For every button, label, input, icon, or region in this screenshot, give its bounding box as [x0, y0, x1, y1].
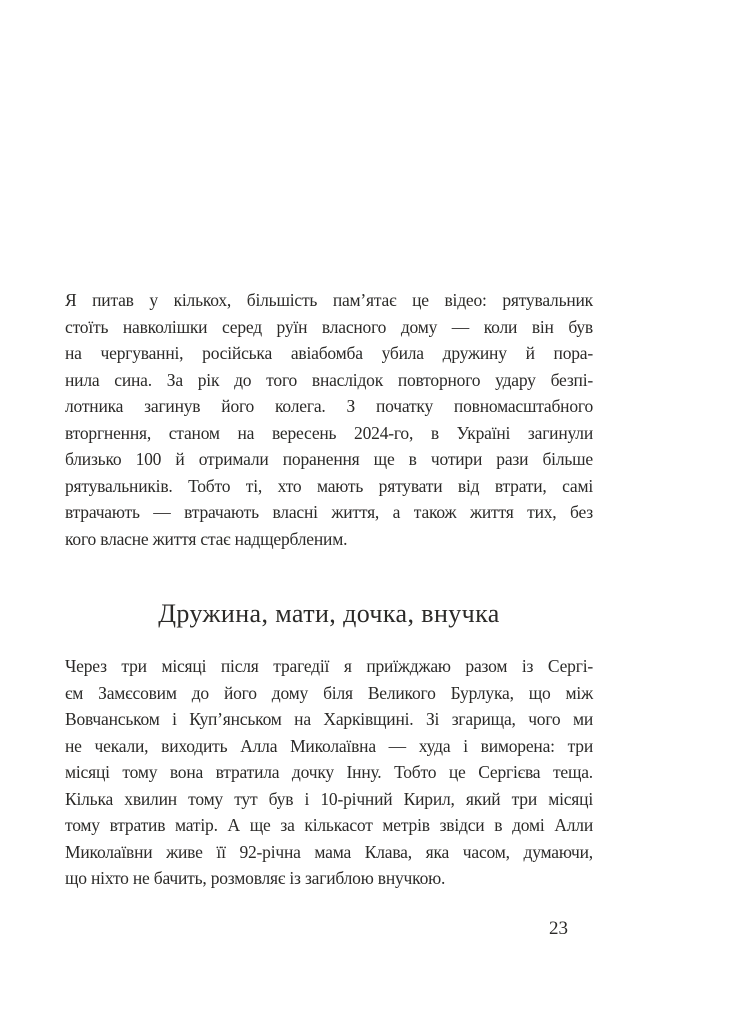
text-line: близько 100 й отримали поранення ще в чотири рази більше	[65, 449, 593, 469]
text-line: стоїть навколішки серед руїн власного дому — коли він був	[65, 316, 593, 337]
text-line: Я питав у кількох, більшість пам’ятає це відео: рятувальник	[65, 290, 593, 310]
text-line: тому втратив матір. А ще за кількасот метрів звідси в домі Алли	[65, 815, 593, 835]
text-line: лотника загинув його колега. З початку повномасштабного	[65, 396, 593, 416]
text-line: Миколаївни живе її 92-річна мама Клава, яка часом, думаючи,	[65, 841, 593, 862]
text-line: нила сина. За рік до того внаслідок повторного удару безпі-	[65, 369, 593, 390]
text-line: втрачають — втрачають власні життя, а також життя тих, без	[65, 502, 593, 522]
text-line: не чекали, виходить Алла Миколаївна — худа і виморена: три	[65, 735, 593, 756]
text-line: Вовчанськом і Куп’янськом на Харківщині. Зі згарища, чого ми	[65, 709, 593, 729]
text-line: місяці тому вона втратила дочку Інну. Тобто це Сергієва теща.	[65, 762, 593, 782]
paragraph-1	[65, 287, 593, 552]
text-line: єм Замєсовим до його дому біля Великого Бурлука, що між	[65, 682, 593, 703]
text-line: вторгнення, станом на вересень 2024-го, в Україні загинули	[65, 422, 593, 443]
page-number: 23	[549, 918, 568, 939]
section-heading: Дружина, мати, дочка, внучка	[158, 599, 500, 628]
text-line: рятувальників. Тобто ті, хто мають рятувати від втрати, самі	[65, 475, 593, 496]
paragraph-2	[65, 653, 593, 892]
text-line: що ніхто не бачить, розмовляє із загиблою внучкою.	[65, 868, 446, 888]
text-line: Кілька хвилин тому тут був і 10-річний Кирил, який три місяці	[65, 788, 593, 809]
text-line: на чергуванні, російська авіабомба убила дружину й пора-	[65, 343, 593, 363]
text-line: кого власне життя стає надщербленим.	[65, 528, 348, 549]
text-line: Через три місяці після трагедії я приїжджаю разом із Сергі-	[65, 656, 593, 676]
